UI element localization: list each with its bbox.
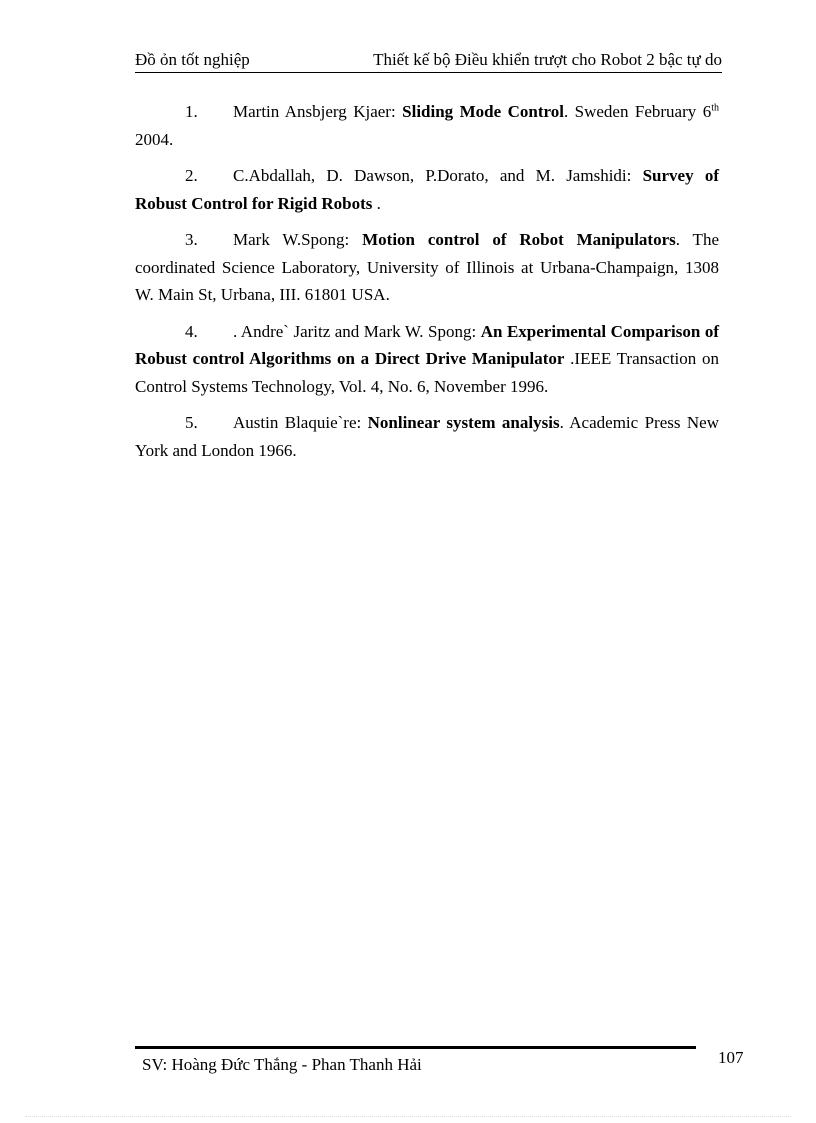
reference-title: Sliding Mode Control bbox=[402, 102, 564, 121]
reference-item bbox=[135, 318, 719, 401]
reference-number: 5. bbox=[185, 413, 198, 432]
reference-number: 4. bbox=[185, 321, 198, 341]
page-header bbox=[135, 50, 722, 72]
reference-authors: C.Abdallah, D. Dawson, P.Dorato, and M. Jamshidi: bbox=[233, 166, 643, 185]
reference-details: . Sweden February 6 bbox=[563, 102, 712, 121]
reference-authors: Austin Blaquie`re: bbox=[233, 413, 368, 432]
reference-authors: . Andre` Jaritz and Mark W. Spong: bbox=[233, 321, 481, 341]
reference-authors: Mark W.Spong: bbox=[233, 230, 363, 249]
page-bottom-edge bbox=[25, 1116, 791, 1117]
footer-students: SV: Hoàng Đức Thắng - Phan Thanh Hải bbox=[142, 1055, 422, 1074]
reference-item bbox=[135, 162, 719, 217]
reference-number: 2. bbox=[185, 166, 198, 185]
reference-superscript: th bbox=[711, 102, 719, 114]
reference-title: Survey of Robust Control for Rigid Robots bbox=[135, 166, 719, 213]
reference-item bbox=[135, 98, 719, 153]
reference-details: . bbox=[372, 193, 381, 213]
footer-rule bbox=[135, 1046, 696, 1049]
reference-details-end: 2004. bbox=[135, 129, 174, 149]
reference-item bbox=[135, 226, 719, 309]
reference-details: . Academic Press New York and London 1966. bbox=[135, 413, 719, 460]
reference-title: An Experimental Comparison of Robust control Algorithms on a Direct Drive Manipulator bbox=[135, 321, 720, 368]
header-right-title: Thiết kế bộ Điều khiển trượt cho Robot 2 bậc tự do bbox=[373, 50, 722, 69]
reference-details: . The coordinated Science Laboratory, University of Illinois at Urbana-Champaign, 1308 W. Main St, Urbana, III. 61801 USA. bbox=[135, 230, 719, 304]
reference-title: Nonlinear system analysis bbox=[367, 413, 560, 432]
reference-authors: Martin Ansbjerg Kjaer: bbox=[233, 102, 403, 121]
reference-number: 1. bbox=[185, 102, 198, 121]
header-left-title: Đồ ỏn tốt nghiệp bbox=[135, 50, 250, 69]
reference-list bbox=[135, 98, 719, 473]
reference-title: Motion control of Robot Manipulators bbox=[362, 230, 676, 249]
reference-details: .IEEE Transaction on Control Systems Technology, Vol. 4, No. 6, November 1996. bbox=[135, 349, 719, 396]
page-number: 107 bbox=[718, 1048, 744, 1067]
header-rule bbox=[135, 72, 722, 73]
reference-number: 3. bbox=[185, 230, 198, 249]
reference-item bbox=[135, 409, 719, 464]
